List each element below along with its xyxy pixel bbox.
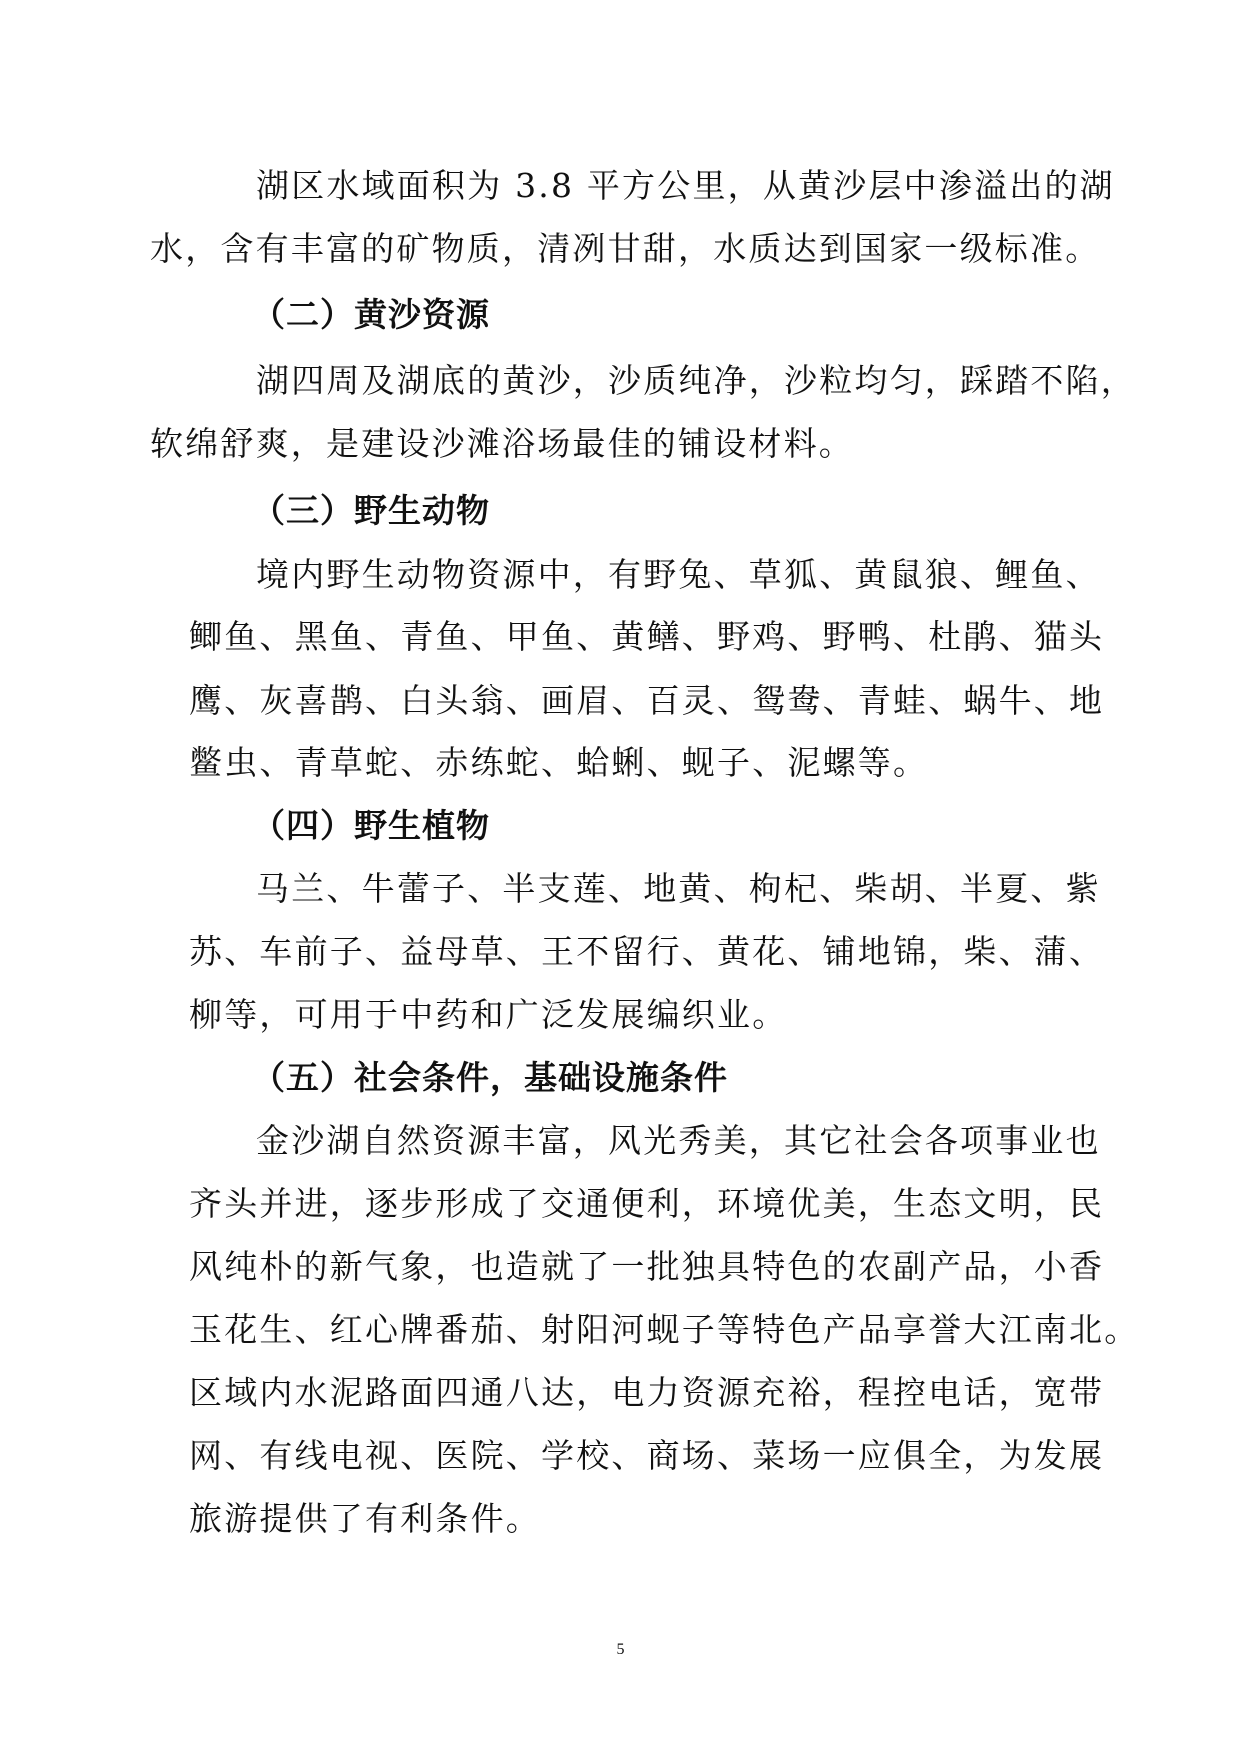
body-line: 软绵舒爽，是建设沙滩浴场最佳的铺设材料。 — [150, 424, 854, 463]
body-line: 苏、车前子、益母草、王不留行、黄花、铺地锦，柴、蒲、 — [189, 932, 1105, 971]
page-number: 5 — [616, 1641, 625, 1658]
body-line: 齐头并进，逐步形成了交通便利，环境优美，生态文明，民 — [189, 1184, 1105, 1223]
body-line: 鹰、灰喜鹊、白头翁、画眉、百灵、鸳鸯、青蛙、蜗牛、地 — [189, 681, 1105, 720]
section-heading: （四）野生植物 — [252, 806, 490, 845]
body-line: 马兰、牛蕾子、半支莲、地黄、枸杞、柴胡、半夏、紫 — [256, 869, 1101, 908]
body-line: 水，含有丰富的矿物质，清冽甘甜，水质达到国家一级标准。 — [150, 229, 1101, 268]
section-heading: （二）黄沙资源 — [252, 295, 490, 334]
body-line: 鲫鱼、黑鱼、青鱼、甲鱼、黄鳝、野鸡、野鸭、杜鹃、猫头 — [189, 617, 1105, 656]
section-heading: （五）社会条件，基础设施条件 — [252, 1058, 728, 1097]
body-line: 湖四周及湖底的黄沙，沙质纯净，沙粒均匀，踩踏不陷， — [256, 361, 1136, 400]
body-line: 旅游提供了有利条件。 — [189, 1499, 541, 1538]
section-heading: （三）野生动物 — [252, 491, 490, 530]
body-line: 风纯朴的新气象，也造就了一批独具特色的农副产品，小香 — [189, 1247, 1105, 1286]
body-line: 玉花生、红心牌番茄、射阳河蚬子等特色产品享誉大江南北。 — [189, 1310, 1140, 1349]
body-line: 鳖虫、青草蛇、赤练蛇、蛤蜊、蚬子、泥螺等。 — [189, 743, 929, 782]
body-line: 柳等，可用于中药和广泛发展编织业。 — [189, 995, 788, 1034]
body-line: 境内野生动物资源中，有野兔、草狐、黄鼠狼、鲤鱼、 — [256, 555, 1101, 594]
body-line: 湖区水域面积为 3.8 平方公里，从黄沙层中渗溢出的湖 — [256, 166, 1115, 205]
body-line: 区域内水泥路面四通八达，电力资源充裕，程控电话，宽带 — [189, 1373, 1105, 1412]
body-line: 金沙湖自然资源丰富，风光秀美，其它社会各项事业也 — [256, 1121, 1101, 1160]
body-line: 网、有线电视、医院、学校、商场、菜场一应俱全，为发展 — [189, 1436, 1105, 1475]
